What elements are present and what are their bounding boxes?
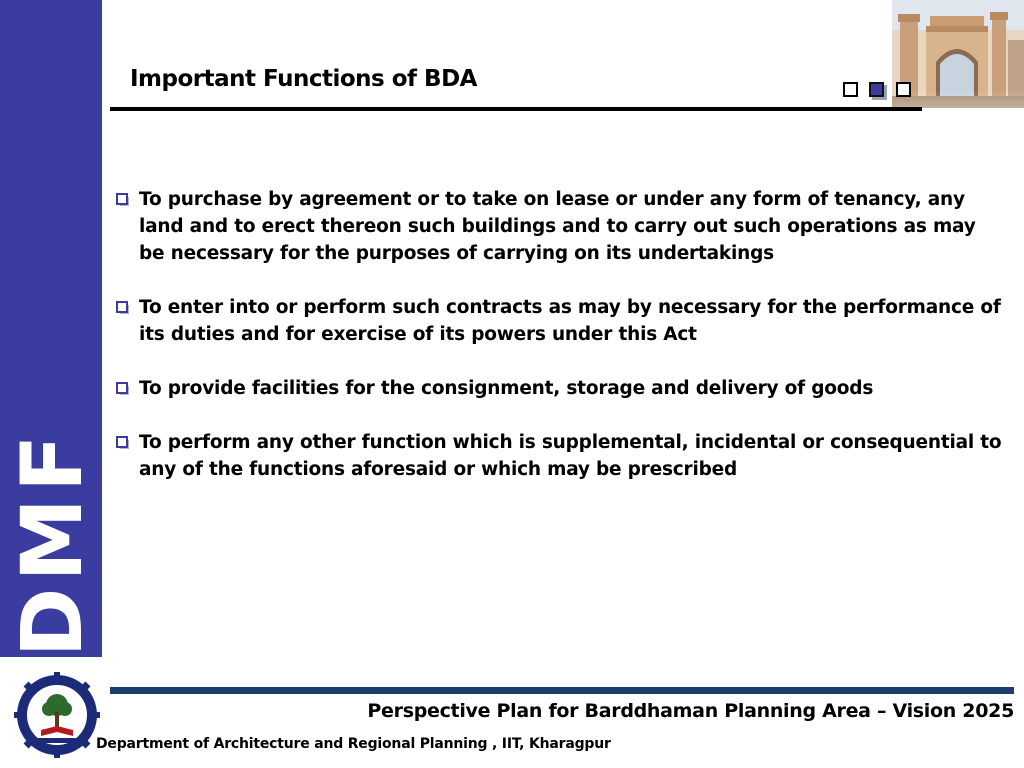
side-band — [0, 0, 102, 657]
footer-title: Perspective Plan for Barddhaman Planning Area – Vision 2025 — [367, 700, 1014, 722]
checkbox-bullet-icon — [116, 382, 128, 394]
iit-kgp-logo-icon — [14, 672, 100, 760]
footer-department: Department of Architecture and Regional Planning , IIT, Kharagpur — [96, 736, 611, 752]
bullet-text: To purchase by agreement or to take on lease or under any form of tenancy, any land and to erect thereon such buildings and to carry out such operations as may be necessary for the purposes of carrying on its undertakings — [139, 189, 976, 264]
checkbox-bullet-icon — [116, 301, 128, 313]
checkbox-bullet-icon — [116, 193, 128, 205]
side-label: DMF — [3, 428, 101, 658]
list-item — [114, 294, 1004, 348]
square-outline-icon — [896, 82, 911, 97]
title-underline — [110, 107, 922, 111]
bullet-text: To enter into or perform such contracts as may by necessary for the performance of its duties and for exercise of its powers under this Act — [139, 297, 1001, 345]
footer-rule — [110, 687, 1014, 694]
square-outline-icon — [843, 82, 858, 97]
square-filled-icon — [869, 82, 884, 97]
bullet-text: To provide facilities for the consignment, storage and delivery of goods — [139, 378, 874, 399]
bullet-text: To perform any other function which is supplemental, incidental or consequential to any of the functions aforesaid or which may be prescribed — [139, 432, 1002, 480]
list-item — [114, 186, 1004, 267]
checkbox-bullet-icon — [116, 436, 128, 448]
list-item — [114, 429, 1004, 483]
slide-title: Important Functions of BDA — [130, 66, 477, 92]
decorative-squares — [843, 80, 917, 102]
bullet-list — [114, 186, 1004, 510]
list-item — [114, 375, 1004, 402]
